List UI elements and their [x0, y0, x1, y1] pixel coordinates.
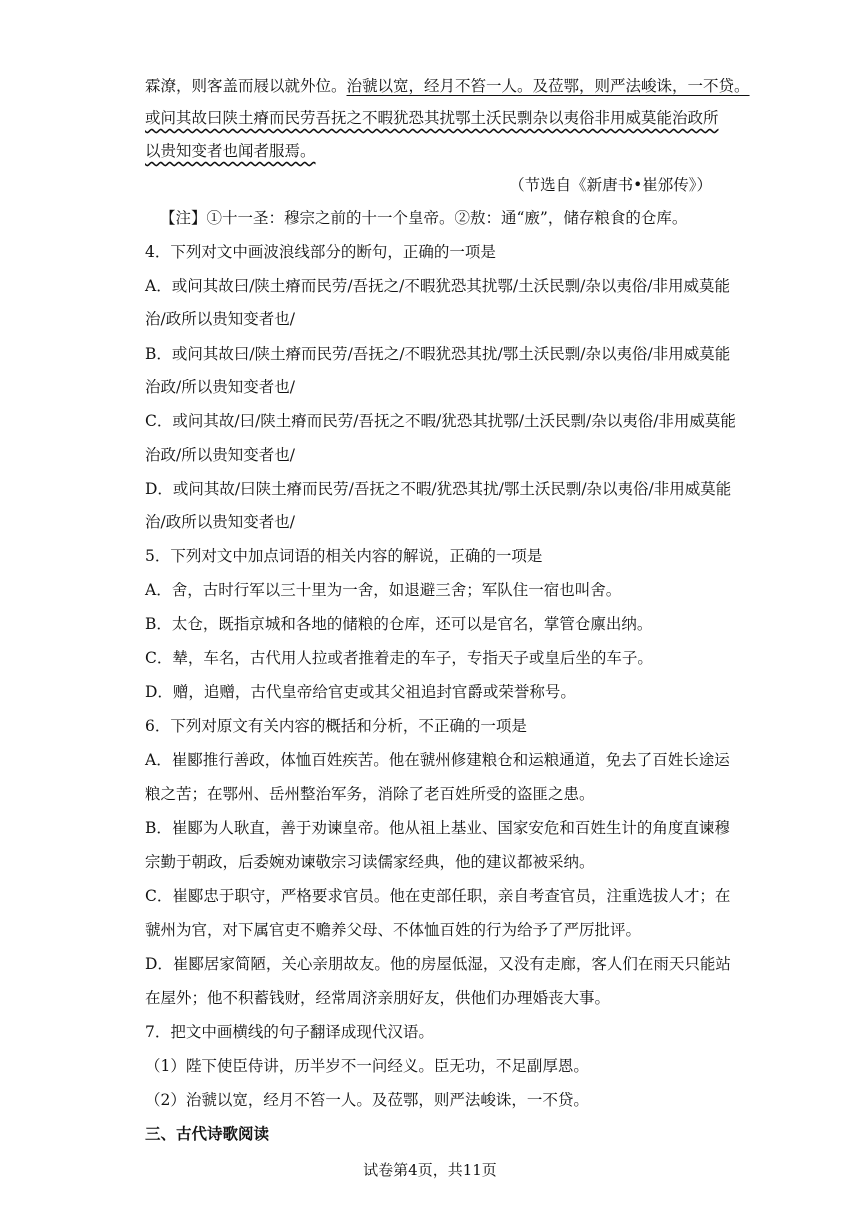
question-6-stem: 6．下列对原文有关内容的概括和分析，不正确的一项是: [145, 717, 527, 735]
wavy-underlined-text: 以贵知变者也闻者服焉。: [145, 142, 316, 160]
q4-option-b-line-2: 治政/所以贵知变者也/: [145, 378, 295, 396]
q6-option-a-line-1: A．崔郾推行善政，体恤百姓疾苦。他在虢州修建粮仓和运粮通道，免去了百姓长途运: [145, 751, 730, 769]
q4-option-d-line-2: 治/政所以贵知变者也/: [145, 513, 295, 531]
q6-option-c-line-2: 虢州为官，对下属官吏不赡养父母、不体恤百姓的行为给予了严厉批评。: [145, 921, 642, 939]
passage-line-1: [145, 76, 750, 96]
q5-option-b: B．太仓，既指京城和各地的储粮的仓库，还可以是官名，掌管仓廪出纳。: [145, 615, 653, 633]
q4-option-d-line-1: D．或问其故/曰陕土瘠而民劳/吾抚之不暇/犹恐其扰/鄂土沃民剽/杂以夷俗/非用威莫能: [145, 480, 732, 498]
q6-option-b-line-2: 宗勤于朝政，后委婉劝谏敬宗习读儒家经典，他的建议都被采纳。: [145, 853, 595, 871]
passage-line-3: [145, 141, 316, 161]
q6-option-a-line-2: 粮之苦；在鄂州、岳州整治军务，消除了老百姓所受的盗匪之患。: [145, 785, 595, 803]
q4-option-a-line-1: A．或问其故曰/陕土瘠而民劳/吾抚之/不暇犹恐其扰鄂/土沃民剽/杂以夷俗/非用威莫能: [145, 277, 731, 295]
wavy-underlined-text: 或问其故曰陕土瘠而民劳吾抚之不暇犹恐其扰鄂土沃民剽杂以夷俗非用威莫能治政所: [145, 109, 719, 127]
q7-item-2: （2）治虢以宽，经月不笞一人。及莅鄂，则严法峻诛，一不贷。: [145, 1091, 589, 1109]
q5-option-d: D．赠，追赠，古代皇帝给官吏或其父祖追封官爵或荣誉称号。: [145, 683, 576, 701]
q6-option-c-line-1: C．崔郾忠于职守，严格要求官员。他在吏部任职，亲自考查官员，注重选拔人才；在: [145, 887, 731, 905]
section-heading: 三、古代诗歌阅读: [145, 1124, 270, 1143]
q6-option-d-line-2: 在屋外；他不积蓄钱财，经常周济亲朋好友，供他们办理婚丧大事。: [145, 989, 611, 1007]
question-5-stem: 5．下列对文中加点词语的相关内容的解说，正确的一项是: [145, 547, 543, 565]
page-footer: 试卷第4页，共11页: [363, 1161, 497, 1179]
q4-option-b-line-1: B．或问其故曰/陕土瘠而民劳/吾抚之/不暇犹恐其扰/鄂土沃民剽/杂以夷俗/非用威莫能: [145, 345, 731, 363]
annotation-note: 【注】①十一圣：穆宗之前的十一个皇帝。②敖：通“廒”，储存粮食的仓库。: [160, 209, 688, 227]
q6-option-d-line-1: D．崔郾居家简陋，关心亲朋故友。他的房屋低湿，又没有走廊，客人们在雨天只能站: [145, 955, 731, 973]
q4-option-a-line-2: 治/政所以贵知变者也/: [145, 310, 295, 328]
question-7-stem: 7．把文中画横线的句子翻译成现代汉语。: [145, 1023, 434, 1041]
q6-option-b-line-1: B．崔郾为人耿直，善于劝谏皇帝。他从祖上基业、国家安危和百姓生计的角度直谏穆: [145, 819, 730, 837]
q4-option-c-line-1: C．或问其故/曰/陕土瘠而民劳/吾抚之不暇/犹恐其扰鄂/土沃民剽/杂以夷俗/非用威莫能: [145, 412, 736, 430]
question-4-stem: 4．下列对文中画波浪线部分的断句，正确的一项是: [145, 243, 496, 261]
q5-option-a: A．舍，古时行军以三十里为一舍，如退避三舍；军队住一宿也叫舍。: [145, 581, 622, 599]
q7-item-1: （1）陛下使臣侍讲，历半岁不一问经义。臣无功，不足副厚恩。: [145, 1057, 589, 1075]
q5-option-c: C．辇，车名，古代用人拉或者推着走的车子，专指天子或皇后坐的车子。: [145, 649, 653, 667]
q4-option-c-line-2: 治政/所以贵知变者也/: [145, 446, 295, 464]
source-citation: （节选自《新唐书•崔邠传》）: [509, 176, 712, 194]
passage-text: 霖潦，则客盖而屐以就外位。: [145, 77, 347, 95]
underlined-sentence: 治虢以宽，经月不笞一人。及莅鄂，则严法峻诛，一不贷。: [346, 77, 750, 95]
passage-line-2: [145, 108, 719, 128]
